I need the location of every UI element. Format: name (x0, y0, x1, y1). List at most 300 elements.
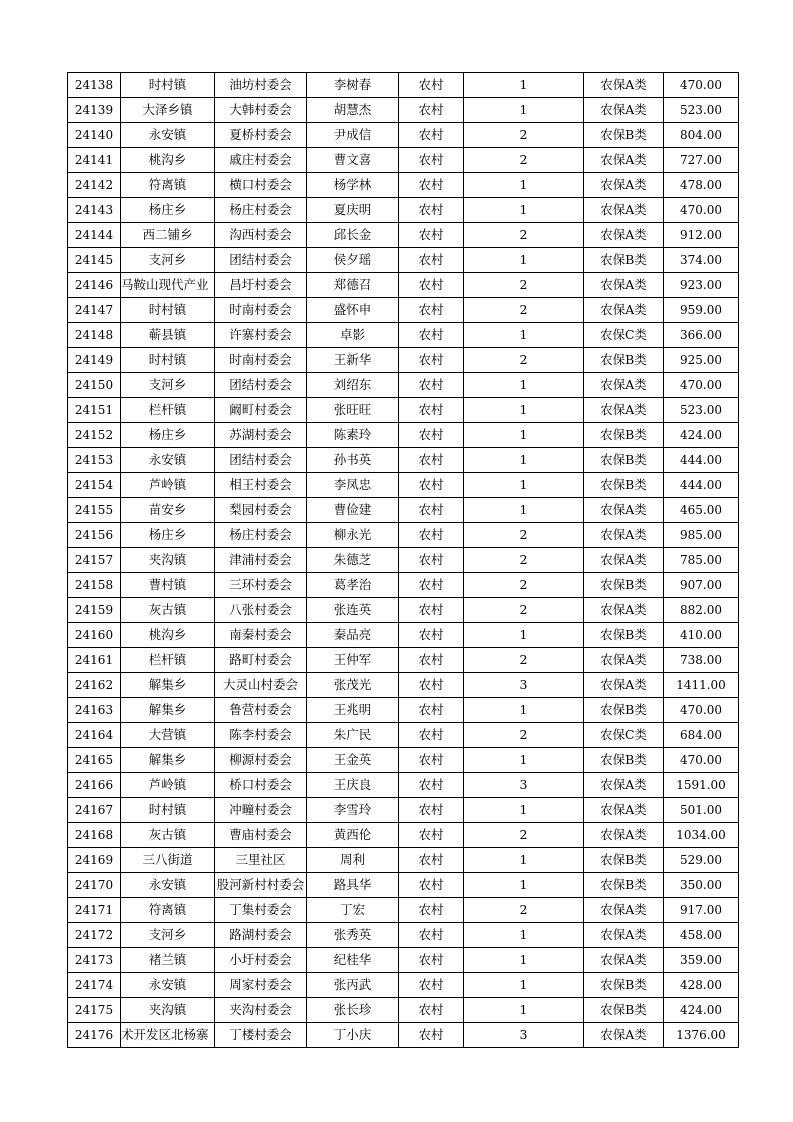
table-row (68, 798, 739, 823)
insurance-category-cell: 农保B类 (584, 623, 664, 648)
village-unit-cell: 桥口村委会 (215, 773, 307, 798)
town-cell: 支河乡 (121, 923, 215, 948)
town-cell: 时村镇 (121, 298, 215, 323)
name-cell: 尹成信 (307, 123, 399, 148)
village-unit-cell: 冲疃村委会 (215, 798, 307, 823)
name-cell: 曹文喜 (307, 148, 399, 173)
record-id-cell: 24150 (68, 373, 121, 398)
area-type-cell: 农村 (399, 598, 464, 623)
amount-cell: 529.00 (664, 848, 739, 873)
area-type-cell: 农村 (399, 73, 464, 98)
area-type-cell: 农村 (399, 848, 464, 873)
table-row (68, 423, 739, 448)
insurance-category-cell: 农保A类 (584, 898, 664, 923)
amount-cell: 923.00 (664, 273, 739, 298)
area-type-cell: 农村 (399, 723, 464, 748)
name-cell: 张连英 (307, 598, 399, 623)
town-cell: 苗安乡 (121, 498, 215, 523)
amount-cell: 470.00 (664, 373, 739, 398)
record-id-cell: 24167 (68, 798, 121, 823)
table-row (68, 348, 739, 373)
table-row (68, 723, 739, 748)
amount-cell: 350.00 (664, 873, 739, 898)
town-cell: 褚兰镇 (121, 948, 215, 973)
table-row (68, 873, 739, 898)
area-type-cell: 农村 (399, 948, 464, 973)
insurance-category-cell: 农保A类 (584, 673, 664, 698)
table-row (68, 923, 739, 948)
name-cell: 葛孝治 (307, 573, 399, 598)
insurance-category-cell: 农保A类 (584, 223, 664, 248)
table-row (68, 898, 739, 923)
town-cell: 栏杆镇 (121, 398, 215, 423)
town-cell: 永安镇 (121, 973, 215, 998)
area-type-cell: 农村 (399, 173, 464, 198)
village-unit-cell: 柳源村委会 (215, 748, 307, 773)
area-type-cell: 农村 (399, 648, 464, 673)
household-count-cell: 1 (464, 98, 584, 123)
insurance-category-cell: 农保B类 (584, 998, 664, 1023)
household-count-cell: 1 (464, 498, 584, 523)
area-type-cell: 农村 (399, 973, 464, 998)
household-count-cell: 2 (464, 148, 584, 173)
insurance-category-cell: 农保A类 (584, 798, 664, 823)
insurance-category-cell: 农保B类 (584, 848, 664, 873)
record-id-cell: 24171 (68, 898, 121, 923)
amount-cell: 424.00 (664, 998, 739, 1023)
table-row (68, 398, 739, 423)
town-cell: 夹沟镇 (121, 998, 215, 1023)
town-cell: 大营镇 (121, 723, 215, 748)
record-id-cell: 24155 (68, 498, 121, 523)
name-cell: 周利 (307, 848, 399, 873)
village-unit-cell: 夏桥村委会 (215, 123, 307, 148)
record-id-cell: 24143 (68, 198, 121, 223)
town-cell: 杨庄乡 (121, 198, 215, 223)
table-row (68, 748, 739, 773)
table-row (68, 173, 739, 198)
area-type-cell: 农村 (399, 823, 464, 848)
record-id-cell: 24164 (68, 723, 121, 748)
village-unit-cell: 大韩村委会 (215, 98, 307, 123)
table-row (68, 248, 739, 273)
area-type-cell: 农村 (399, 798, 464, 823)
record-id-cell: 24172 (68, 923, 121, 948)
amount-cell: 444.00 (664, 448, 739, 473)
table-row (68, 98, 739, 123)
insurance-category-cell: 农保A类 (584, 298, 664, 323)
insurance-category-cell: 农保B类 (584, 473, 664, 498)
area-type-cell: 农村 (399, 523, 464, 548)
household-count-cell: 1 (464, 948, 584, 973)
area-type-cell: 农村 (399, 498, 464, 523)
town-cell: 蕲县镇 (121, 323, 215, 348)
table-row (68, 123, 739, 148)
area-type-cell: 农村 (399, 898, 464, 923)
table-row (68, 648, 739, 673)
insurance-category-cell: 农保B类 (584, 973, 664, 998)
name-cell: 李树春 (307, 73, 399, 98)
town-cell: 解集乡 (121, 673, 215, 698)
village-unit-cell: 团结村委会 (215, 448, 307, 473)
amount-cell: 785.00 (664, 548, 739, 573)
town-cell: 马鞍山现代产业 (121, 273, 215, 298)
table-row (68, 673, 739, 698)
name-cell: 丁小庆 (307, 1023, 399, 1048)
name-cell: 王兆明 (307, 698, 399, 723)
town-cell: 符离镇 (121, 898, 215, 923)
village-unit-cell: 南秦村委会 (215, 623, 307, 648)
household-count-cell: 1 (464, 798, 584, 823)
insurance-category-cell: 农保B类 (584, 873, 664, 898)
area-type-cell: 农村 (399, 673, 464, 698)
table-row (68, 573, 739, 598)
village-unit-cell: 八张村委会 (215, 598, 307, 623)
town-cell: 三八街道 (121, 848, 215, 873)
insurance-category-cell: 农保A类 (584, 148, 664, 173)
amount-cell: 985.00 (664, 523, 739, 548)
town-cell: 栏杆镇 (121, 648, 215, 673)
insurance-category-cell: 农保A类 (584, 948, 664, 973)
amount-cell: 366.00 (664, 323, 739, 348)
household-count-cell: 3 (464, 673, 584, 698)
household-count-cell: 1 (464, 998, 584, 1023)
town-cell: 时村镇 (121, 798, 215, 823)
town-cell: 支河乡 (121, 248, 215, 273)
name-cell: 刘绍东 (307, 373, 399, 398)
amount-cell: 424.00 (664, 423, 739, 448)
village-unit-cell: 相王村委会 (215, 473, 307, 498)
name-cell: 陈素玲 (307, 423, 399, 448)
table-row (68, 548, 739, 573)
table-row (68, 698, 739, 723)
village-unit-cell: 杨庄村委会 (215, 523, 307, 548)
town-cell: 杨庄乡 (121, 523, 215, 548)
amount-cell: 738.00 (664, 648, 739, 673)
record-id-cell: 24174 (68, 973, 121, 998)
household-count-cell: 1 (464, 698, 584, 723)
table-row (68, 773, 739, 798)
record-id-cell: 24140 (68, 123, 121, 148)
record-id-cell: 24165 (68, 748, 121, 773)
area-type-cell: 农村 (399, 698, 464, 723)
name-cell: 张茂光 (307, 673, 399, 698)
area-type-cell: 农村 (399, 923, 464, 948)
table-row (68, 523, 739, 548)
area-type-cell: 农村 (399, 198, 464, 223)
household-count-cell: 1 (464, 748, 584, 773)
town-cell: 术开发区北杨寨 (121, 1023, 215, 1048)
amount-cell: 478.00 (664, 173, 739, 198)
household-count-cell: 2 (464, 348, 584, 373)
name-cell: 柳永光 (307, 523, 399, 548)
record-id-cell: 24149 (68, 348, 121, 373)
table-row (68, 298, 739, 323)
record-id-cell: 24162 (68, 673, 121, 698)
town-cell: 灰古镇 (121, 598, 215, 623)
record-id-cell: 24139 (68, 98, 121, 123)
amount-cell: 804.00 (664, 123, 739, 148)
table-row (68, 198, 739, 223)
name-cell: 侯夕瑶 (307, 248, 399, 273)
insurance-category-cell: 农保B类 (584, 123, 664, 148)
area-type-cell: 农村 (399, 423, 464, 448)
household-count-cell: 1 (464, 423, 584, 448)
area-type-cell: 农村 (399, 548, 464, 573)
area-type-cell: 农村 (399, 1023, 464, 1048)
amount-cell: 1376.00 (664, 1023, 739, 1048)
village-unit-cell: 沟西村委会 (215, 223, 307, 248)
amount-cell: 882.00 (664, 598, 739, 623)
village-unit-cell: 戚庄村委会 (215, 148, 307, 173)
amount-cell: 907.00 (664, 573, 739, 598)
insurance-category-cell: 农保B类 (584, 348, 664, 373)
amount-cell: 523.00 (664, 98, 739, 123)
amount-cell: 465.00 (664, 498, 739, 523)
name-cell: 王金英 (307, 748, 399, 773)
name-cell: 张秀英 (307, 923, 399, 948)
record-id-cell: 24163 (68, 698, 121, 723)
area-type-cell: 农村 (399, 398, 464, 423)
name-cell: 丁宏 (307, 898, 399, 923)
village-unit-cell: 股河新村村委会 (215, 873, 307, 898)
town-cell: 桃沟乡 (121, 623, 215, 648)
area-type-cell: 农村 (399, 998, 464, 1023)
table-row (68, 473, 739, 498)
village-unit-cell: 团结村委会 (215, 248, 307, 273)
town-cell: 西二铺乡 (121, 223, 215, 248)
area-type-cell: 农村 (399, 748, 464, 773)
insurance-category-cell: 农保A类 (584, 773, 664, 798)
household-count-cell: 1 (464, 973, 584, 998)
amount-cell: 1591.00 (664, 773, 739, 798)
insurance-category-cell: 农保C类 (584, 323, 664, 348)
town-cell: 曹村镇 (121, 573, 215, 598)
household-count-cell: 1 (464, 373, 584, 398)
name-cell: 杨学林 (307, 173, 399, 198)
household-count-cell: 1 (464, 848, 584, 873)
village-unit-cell: 横口村委会 (215, 173, 307, 198)
record-id-cell: 24142 (68, 173, 121, 198)
amount-cell: 374.00 (664, 248, 739, 273)
village-unit-cell: 许寨村委会 (215, 323, 307, 348)
insurance-category-cell: 农保A类 (584, 173, 664, 198)
household-count-cell: 1 (464, 448, 584, 473)
table-row (68, 848, 739, 873)
area-type-cell: 农村 (399, 773, 464, 798)
village-unit-cell: 周家村委会 (215, 973, 307, 998)
table-row (68, 373, 739, 398)
village-unit-cell: 阚町村委会 (215, 398, 307, 423)
record-id-cell: 24144 (68, 223, 121, 248)
name-cell: 秦品亮 (307, 623, 399, 648)
village-unit-cell: 杨庄村委会 (215, 198, 307, 223)
table-row (68, 498, 739, 523)
household-count-cell: 3 (464, 773, 584, 798)
town-cell: 永安镇 (121, 873, 215, 898)
town-cell: 永安镇 (121, 123, 215, 148)
table-row (68, 998, 739, 1023)
record-id-cell: 24152 (68, 423, 121, 448)
household-count-cell: 2 (464, 523, 584, 548)
household-count-cell: 1 (464, 248, 584, 273)
insurance-category-cell: 农保B类 (584, 423, 664, 448)
town-cell: 桃沟乡 (121, 148, 215, 173)
area-type-cell: 农村 (399, 223, 464, 248)
household-count-cell: 2 (464, 823, 584, 848)
insurance-category-cell: 农保A类 (584, 598, 664, 623)
area-type-cell: 农村 (399, 873, 464, 898)
insurance-category-cell: 农保A类 (584, 548, 664, 573)
amount-cell: 1411.00 (664, 673, 739, 698)
area-type-cell: 农村 (399, 148, 464, 173)
area-type-cell: 农村 (399, 323, 464, 348)
household-count-cell: 2 (464, 123, 584, 148)
household-count-cell: 2 (464, 298, 584, 323)
village-unit-cell: 梨园村委会 (215, 498, 307, 523)
record-id-cell: 24153 (68, 448, 121, 473)
village-unit-cell: 时南村委会 (215, 348, 307, 373)
household-count-cell: 2 (464, 723, 584, 748)
name-cell: 王庆良 (307, 773, 399, 798)
table-row (68, 273, 739, 298)
household-count-cell: 2 (464, 573, 584, 598)
village-unit-cell: 油坊村委会 (215, 73, 307, 98)
village-unit-cell: 小圩村委会 (215, 948, 307, 973)
table-row (68, 1023, 739, 1048)
amount-cell: 1034.00 (664, 823, 739, 848)
amount-cell: 959.00 (664, 298, 739, 323)
amount-cell: 470.00 (664, 73, 739, 98)
name-cell: 邱长金 (307, 223, 399, 248)
name-cell: 朱德芝 (307, 548, 399, 573)
household-count-cell: 2 (464, 273, 584, 298)
insurance-category-cell: 农保B类 (584, 698, 664, 723)
area-type-cell: 农村 (399, 373, 464, 398)
town-cell: 芦岭镇 (121, 473, 215, 498)
amount-cell: 470.00 (664, 748, 739, 773)
name-cell: 朱广民 (307, 723, 399, 748)
table-row (68, 73, 739, 98)
name-cell: 胡慧杰 (307, 98, 399, 123)
amount-cell: 410.00 (664, 623, 739, 648)
name-cell: 郑德召 (307, 273, 399, 298)
area-type-cell: 农村 (399, 348, 464, 373)
town-cell: 芦岭镇 (121, 773, 215, 798)
record-id-cell: 24159 (68, 598, 121, 623)
table-row (68, 223, 739, 248)
village-unit-cell: 团结村委会 (215, 373, 307, 398)
insurance-category-cell: 农保B类 (584, 448, 664, 473)
area-type-cell: 农村 (399, 123, 464, 148)
record-id-cell: 24160 (68, 623, 121, 648)
insurance-category-cell: 农保A类 (584, 823, 664, 848)
record-id-cell: 24154 (68, 473, 121, 498)
record-id-cell: 24138 (68, 73, 121, 98)
village-unit-cell: 时南村委会 (215, 298, 307, 323)
village-unit-cell: 路町村委会 (215, 648, 307, 673)
area-type-cell: 农村 (399, 248, 464, 273)
record-id-cell: 24168 (68, 823, 121, 848)
record-id-cell: 24146 (68, 273, 121, 298)
insurance-category-cell: 农保A类 (584, 373, 664, 398)
name-cell: 孙书英 (307, 448, 399, 473)
insurance-category-cell: 农保A类 (584, 198, 664, 223)
village-unit-cell: 陈李村委会 (215, 723, 307, 748)
table-row (68, 448, 739, 473)
record-id-cell: 24158 (68, 573, 121, 598)
town-cell: 时村镇 (121, 73, 215, 98)
household-count-cell: 2 (464, 548, 584, 573)
name-cell: 夏庆明 (307, 198, 399, 223)
household-count-cell: 2 (464, 898, 584, 923)
household-count-cell: 1 (464, 323, 584, 348)
insurance-category-cell: 农保A类 (584, 923, 664, 948)
village-unit-cell: 三里社区 (215, 848, 307, 873)
town-cell: 永安镇 (121, 448, 215, 473)
household-count-cell: 1 (464, 173, 584, 198)
village-unit-cell: 路湖村委会 (215, 923, 307, 948)
household-count-cell: 3 (464, 1023, 584, 1048)
insurance-category-cell: 农保A类 (584, 73, 664, 98)
town-cell: 支河乡 (121, 373, 215, 398)
town-cell: 解集乡 (121, 698, 215, 723)
table-row (68, 598, 739, 623)
record-id-cell: 24147 (68, 298, 121, 323)
name-cell: 王仲军 (307, 648, 399, 673)
record-id-cell: 24176 (68, 1023, 121, 1048)
village-unit-cell: 大灵山村委会 (215, 673, 307, 698)
allowance-table (67, 72, 739, 1048)
record-id-cell: 24148 (68, 323, 121, 348)
household-count-cell: 1 (464, 873, 584, 898)
record-id-cell: 24166 (68, 773, 121, 798)
name-cell: 纪桂华 (307, 948, 399, 973)
household-count-cell: 2 (464, 648, 584, 673)
table-row (68, 948, 739, 973)
record-id-cell: 24161 (68, 648, 121, 673)
insurance-category-cell: 农保A类 (584, 498, 664, 523)
town-cell: 符离镇 (121, 173, 215, 198)
name-cell: 卓影 (307, 323, 399, 348)
name-cell: 李雪玲 (307, 798, 399, 823)
name-cell: 李凤忠 (307, 473, 399, 498)
record-id-cell: 24173 (68, 948, 121, 973)
record-id-cell: 24170 (68, 873, 121, 898)
table-row (68, 823, 739, 848)
area-type-cell: 农村 (399, 573, 464, 598)
record-id-cell: 24169 (68, 848, 121, 873)
town-cell: 时村镇 (121, 348, 215, 373)
household-count-cell: 1 (464, 198, 584, 223)
village-unit-cell: 鲁营村委会 (215, 698, 307, 723)
amount-cell: 501.00 (664, 798, 739, 823)
record-id-cell: 24157 (68, 548, 121, 573)
record-id-cell: 24175 (68, 998, 121, 1023)
town-cell: 灰古镇 (121, 823, 215, 848)
amount-cell: 470.00 (664, 698, 739, 723)
area-type-cell: 农村 (399, 473, 464, 498)
table-body (68, 73, 739, 1048)
village-unit-cell: 昌圩村委会 (215, 273, 307, 298)
village-unit-cell: 夹沟村委会 (215, 998, 307, 1023)
amount-cell: 470.00 (664, 198, 739, 223)
name-cell: 曹俭建 (307, 498, 399, 523)
household-count-cell: 1 (464, 398, 584, 423)
record-id-cell: 24145 (68, 248, 121, 273)
table-row (68, 973, 739, 998)
insurance-category-cell: 农保C类 (584, 723, 664, 748)
